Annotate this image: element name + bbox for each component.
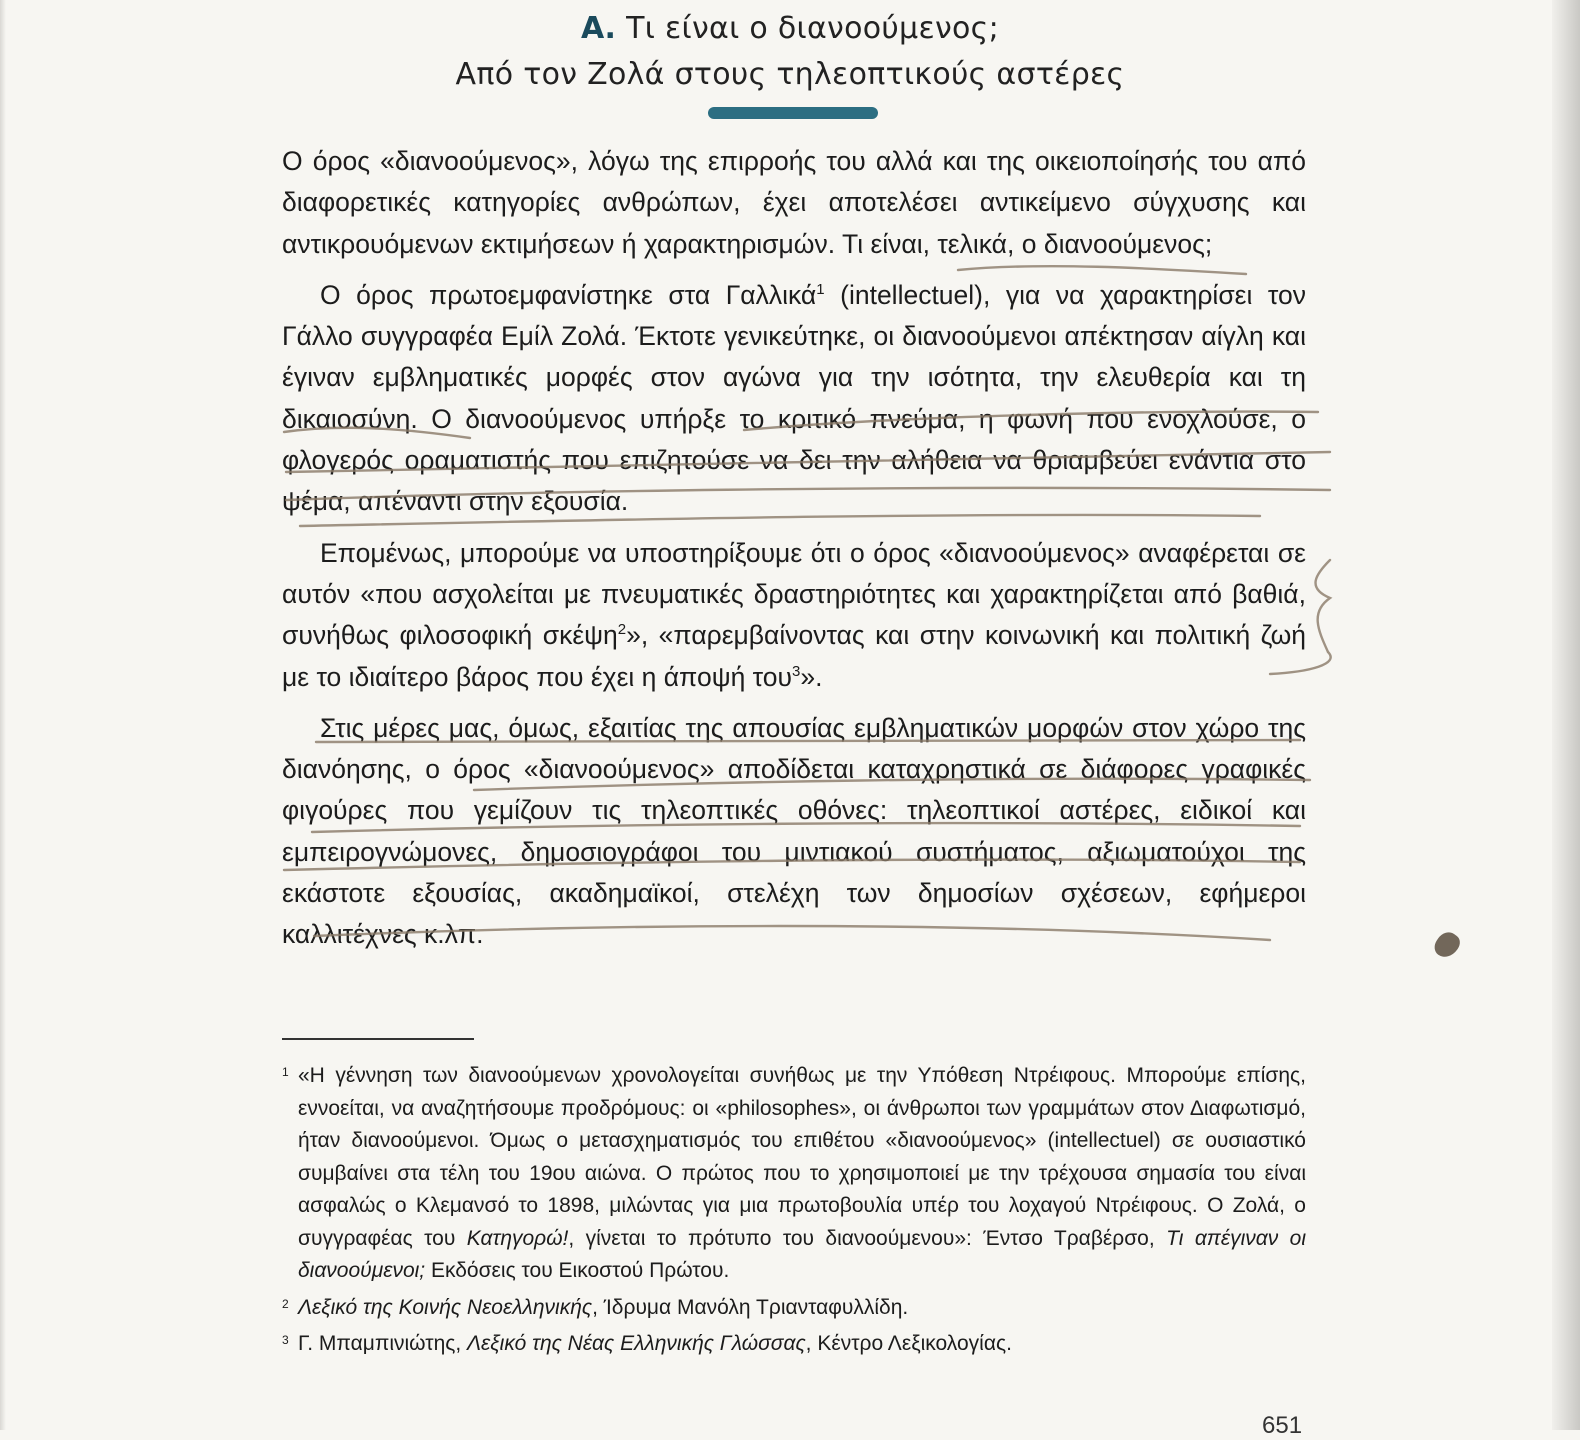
footnote-3 xyxy=(282,1328,1306,1361)
pencil-mark xyxy=(286,452,1330,472)
footnote-ref-3: 3 xyxy=(792,662,801,680)
footnote-1 xyxy=(282,1060,1306,1288)
paragraph-1: Ο όρος «διανοούμενος», λόγω της επιρροής του αλλά και της οικειοποίησής του από διαφορετικές κατηγορίες ανθρώπων, έχει αποτελέσει αντικείμενο σύγχυσης και αντικρουόμενων εκτιμήσεων ή χαρακτηρισμών. Τι είναι, τελικά, ο διανοούμενος; xyxy=(282,146,1306,259)
pencil-mark xyxy=(312,823,1300,832)
pencil-mark xyxy=(300,515,1260,526)
paragraph-2-part-b: (intellectuel), για να χαρακτηρίσει τον Γάλλο συγγραφέα Εμίλ Ζολά. Έκτοτε γενικεύτηκε, οι διανοούμενοι απέκτησαν αίγλη και έγιναν εμβληματικές μορφές στον αγώνα για την ισότητα, την ελευθερία και τη δικαιοσύνη. Ο διανοούμενος υπήρξε το κριτικό πνεύμα, η φωνή που ενοχλούσε, ο φλογερός οραματιστής που επιζητούσε να δει την αλήθεια να θριαμβεύει ενάντια στο ψέμα, απέναντι στην εξουσία. xyxy=(282,279,1306,517)
footnote-1-text-a: «Η γέννηση των διανοούμενων χρονολογείται συνήθως με την Υπόθεση Ντρέιφους. Μπορούμε επίσης, εννοείται, να αναζητήσουμε προδρόμους: οι «philosophes», οι άνθρωποι των γραμμάτων στον Διαφωτισμό, ήταν διανοούμενοι. Όμως ο μετασχηματισμός του επιθέτου «διανοούμενος» (intellectuel) σε ουσιαστικό συμβαίνει στα τέλη του 19ου αιώνα. Ο πρώτος που το χρησιμοποιεί με την τρέχουσα σημασία του είναι ασφαλώς ο Κλεμανσό το 1898, μιλώντας για μια πρωτοβουλία υπέρ του λοχαγού Ντρέιφους. Ο Ζολά, ο συγγραφέας του xyxy=(298,1064,1306,1250)
pencil-mark xyxy=(1270,652,1331,674)
title-text: Τι είναι ο διανοούμενος; xyxy=(626,11,999,46)
pencil-mark xyxy=(284,860,1300,870)
footnote-ref-1: 1 xyxy=(816,281,825,299)
footnote-2-text-a: , Ίδρυμα Μανόλη Τριανταφυλλίδη. xyxy=(592,1295,909,1319)
footnote-number: 3 xyxy=(282,1333,289,1347)
footnote-1-italic-b: Τι απέγιναν οι διανοούμενοι; xyxy=(298,1226,1306,1282)
footnote-1-text-b: , γίνεται το πρότυπο του διανοούμενου»: Έντσο Τραβέρσο, xyxy=(568,1226,1167,1250)
title-letter: Α. xyxy=(581,11,617,46)
pencil-mark xyxy=(474,779,1310,790)
footnotes xyxy=(282,1060,1306,1365)
pencil-mark xyxy=(744,412,1318,430)
paragraph-3-part-a: Επομένως, μπορούμε να υποστηρίξουμε ότι ο όρος «διανοούμενος» αναφέρεται σε αυτόν «που ασχολείται με πνευματικές δραστηριότητες και χαρακτηρίζεται από βαθιά, συνήθως φιλοσοφική σκέψη xyxy=(282,537,1306,651)
footnote-1-italic-a: Κατηγορώ! xyxy=(466,1226,569,1250)
footnote-2-italic-a: Λεξικό της Κοινής Νεοελληνικής xyxy=(298,1295,593,1319)
pencil-mark xyxy=(314,926,1270,940)
footnote-number: 2 xyxy=(282,1296,289,1311)
footnote-number: 1 xyxy=(282,1065,289,1079)
pencil-mark xyxy=(958,266,1246,274)
pencil-mark xyxy=(1316,560,1330,652)
footnote-ref-2: 2 xyxy=(617,621,627,639)
paragraph-2-part-a: Ο όρος πρωτοεμφανίστηκε στα Γαλλικά xyxy=(320,279,817,310)
footnote-1-text-c: Εκδόσεις του Εικοστού Πρώτου. xyxy=(425,1259,730,1282)
pencil-mark xyxy=(286,488,1330,500)
page-number: 651 xyxy=(1262,1412,1303,1439)
footnote-2 xyxy=(282,1292,1306,1325)
pencil-mark xyxy=(316,740,1300,743)
title-line-2: Από τον Ζολά στους τηλεοπτικούς αστέρες xyxy=(455,57,1125,92)
footnote-3-italic-a: Λεξικό της Νέας Ελληνικής Γλώσσας xyxy=(467,1332,806,1355)
paragraph-3-part-c: ». xyxy=(800,661,823,692)
paragraph-4: Στις μέρες μας, όμως, εξαιτίας της απουσίας εμβληματικών μορφών στον χώρο της διανόησης, ο όρος «διανοούμενος» αποδίδεται καταχρηστικά σε διάφορες γραφικές φιγούρες που γεμίζουν τις τηλεοπτικές οθόνες: τηλεοπτικοί αστέρες, ειδικοί και εμπειρογνώμονες, δημοσιογράφοι του μιντιακού συστήματος, αξιωματούχοι της εκάστοτε εξουσίας, ακαδημαϊκοί, στελέχη των δημοσίων σχέσεων, εφήμεροι καλλιτέχνες κ.λπ. xyxy=(282,712,1306,950)
footnote-3-text-a: Γ. Μπαμπινιώτης, xyxy=(298,1332,468,1355)
footnote-3-text-b: , Κέντρο Λεξικολογίας. xyxy=(805,1332,1012,1355)
pencil-mark xyxy=(284,428,470,438)
footnote-divider xyxy=(282,1038,474,1040)
paragraph-3-part-b: », «παρεμβαίνοντας και στην κοινωνική και πολιτική ζωή με το ιδιαίτερο βάρος που έχει η άποψή του xyxy=(282,620,1307,692)
